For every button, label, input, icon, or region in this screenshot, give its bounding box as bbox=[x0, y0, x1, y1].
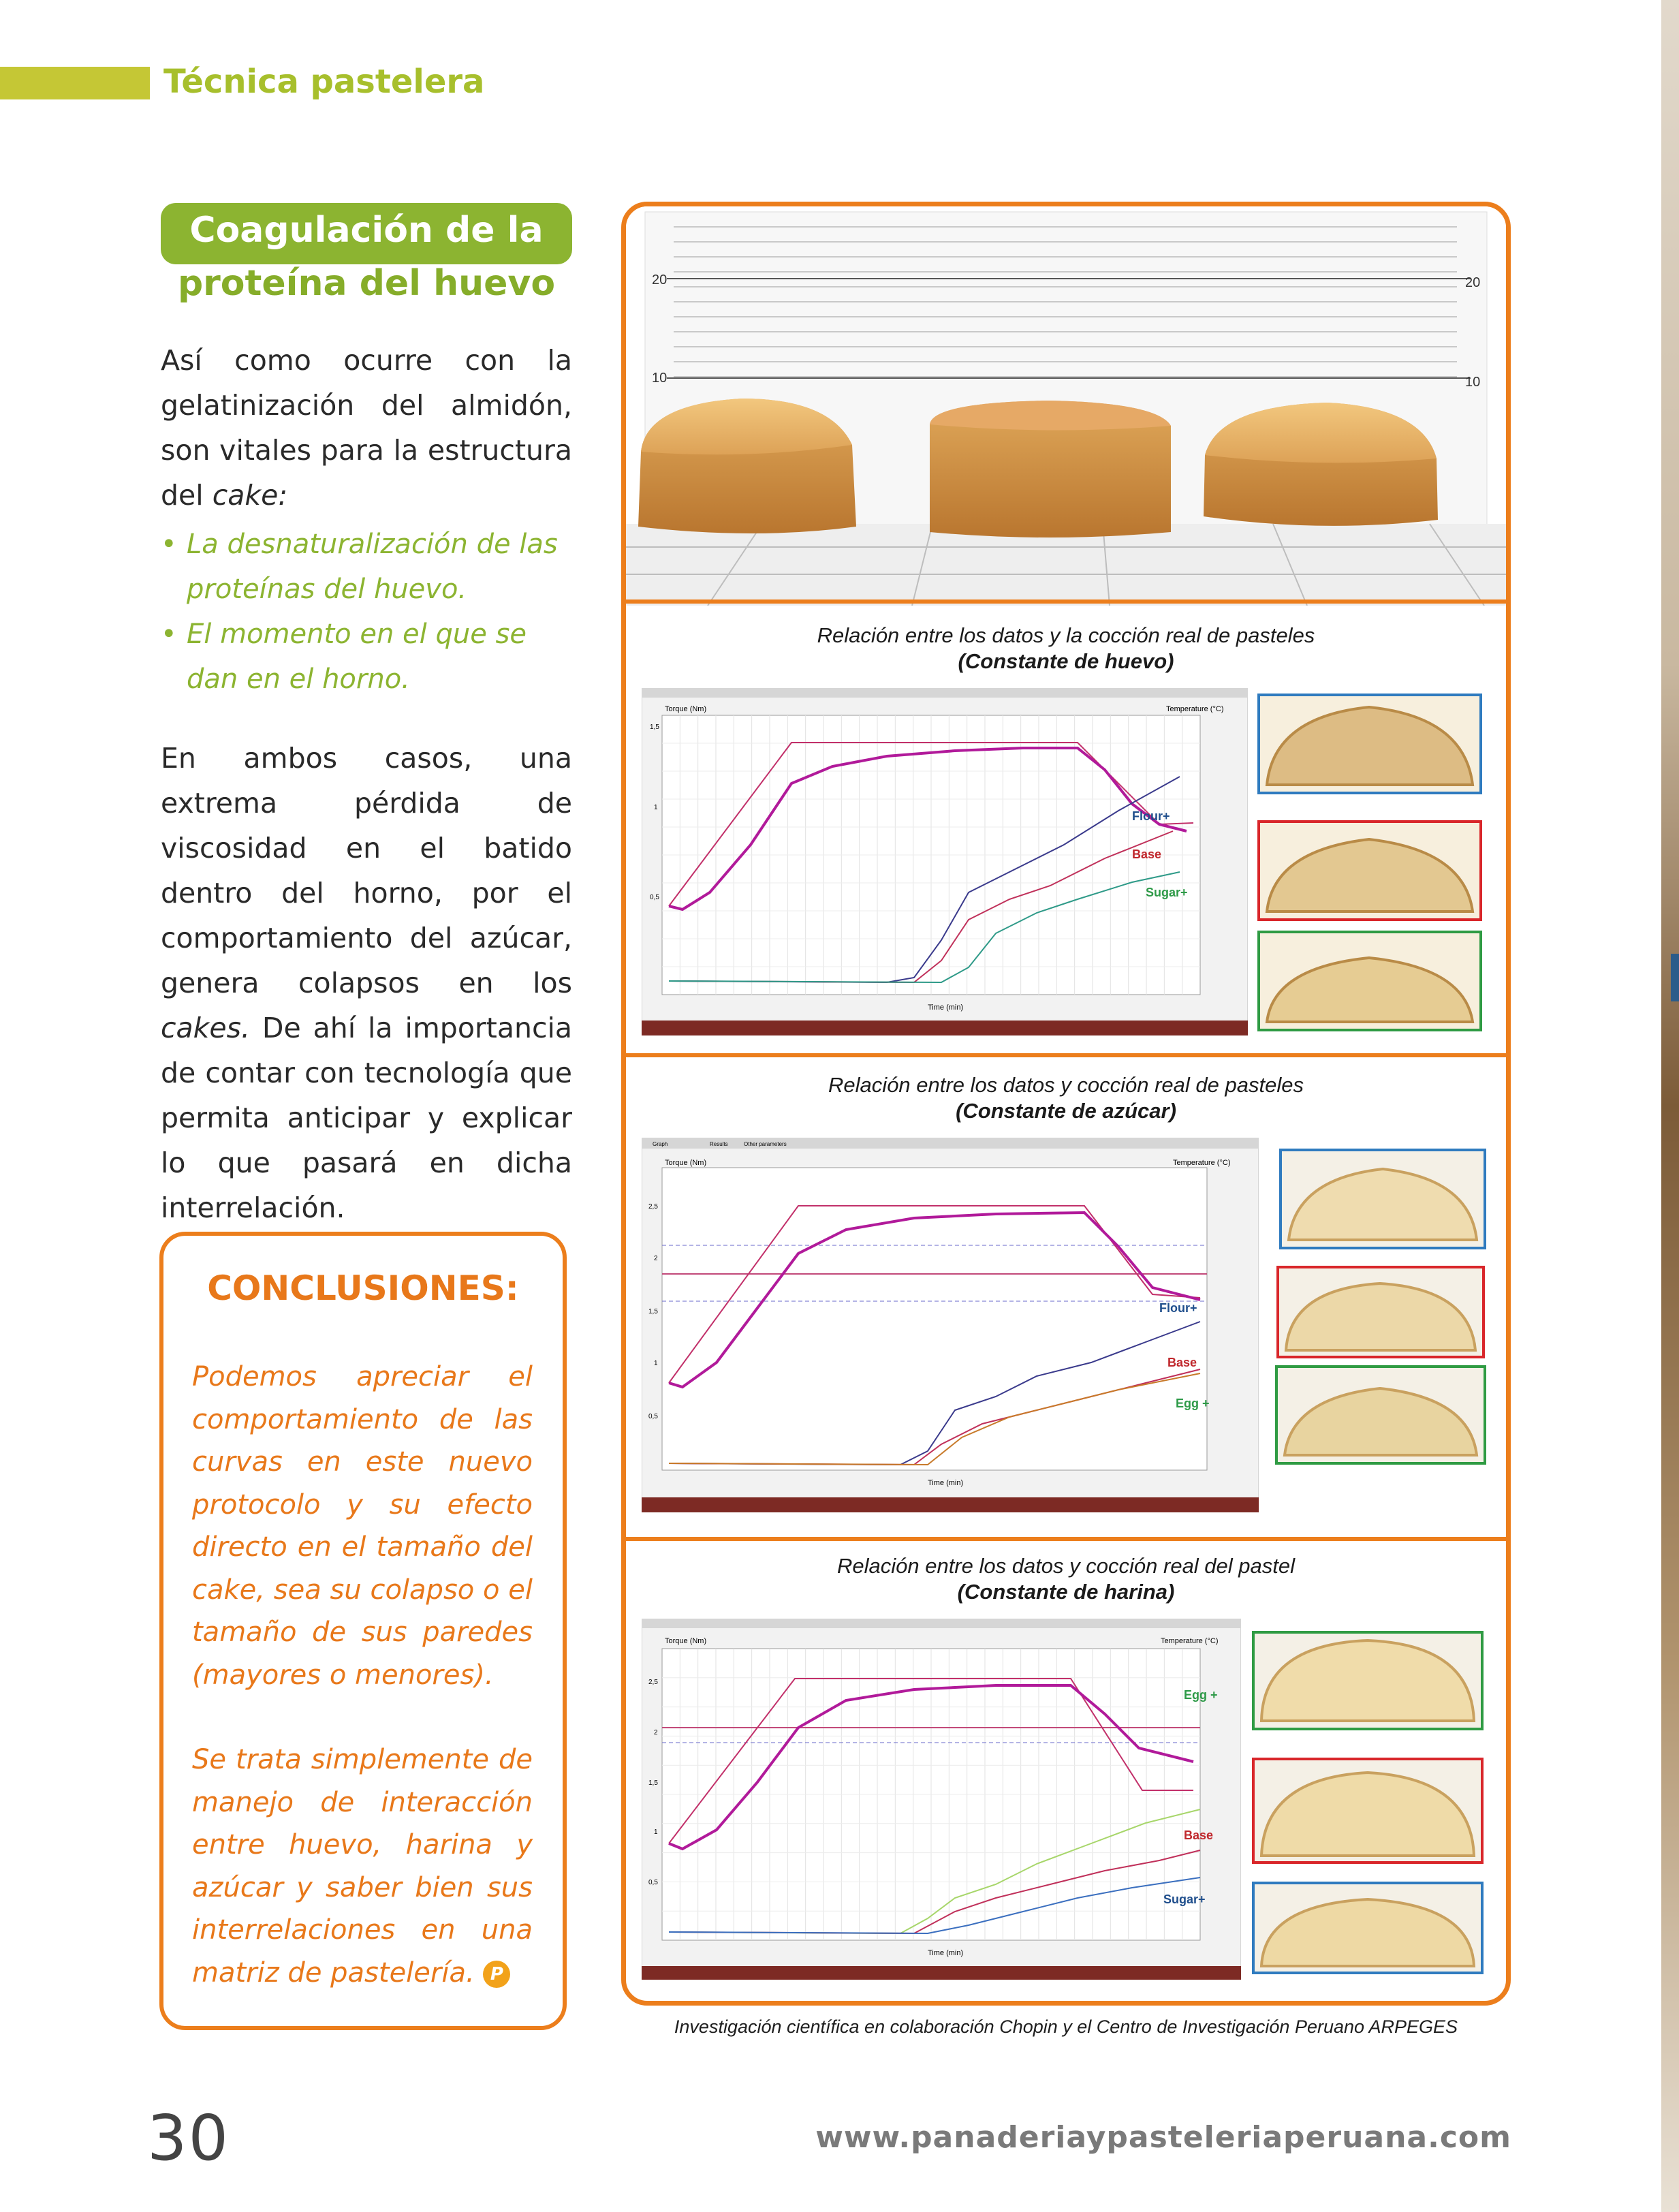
figure-source-note: Investigación científica en colaboración Chopin y el Centro de Investigación Peruano ARPEGES bbox=[674, 2016, 1458, 2037]
header-bar bbox=[0, 67, 150, 99]
panel-2-slice-base bbox=[1276, 1266, 1485, 1358]
panel-2-tab-other[interactable]: Other parameters bbox=[744, 1141, 787, 1147]
panel-2-caption bbox=[621, 1072, 1511, 1124]
panel-3-ylabel-left: Torque (Nm) bbox=[665, 1637, 707, 1645]
panel-1-label-flour: Flour+ bbox=[1132, 809, 1170, 823]
panel-1-slice-base bbox=[1257, 820, 1482, 921]
panel-2-tab-graph[interactable]: Graph bbox=[653, 1141, 668, 1147]
panel-3-ylabel-right: Temperature (°C) bbox=[1161, 1637, 1219, 1645]
bullet-item: • La desnaturalización de las proteínas del huevo. bbox=[161, 529, 558, 605]
cake-right bbox=[1204, 403, 1438, 526]
bullet-list bbox=[161, 522, 572, 702]
ruler-label-10-right: 10 bbox=[1465, 375, 1481, 390]
section-title: Técnica pastelera bbox=[163, 63, 485, 101]
intro-text: Así como ocurre con la gelatinización del almidón, son vitales para la estructura del bbox=[161, 344, 572, 512]
panel-1-ylabel-right: Temperature (°C) bbox=[1166, 705, 1224, 713]
panel-1-label-base: Base bbox=[1132, 847, 1162, 861]
panel-1-ytick: 0,5 bbox=[650, 894, 659, 901]
panel-1-xlabel: Time (min) bbox=[928, 1003, 964, 1012]
conclusions-paragraph-2 bbox=[192, 1739, 533, 1994]
ruler-label-20-right: 20 bbox=[1465, 275, 1481, 290]
panel-1-ytick: 1,5 bbox=[650, 723, 659, 731]
cake-middle bbox=[930, 401, 1171, 538]
panel-2-ytick: 1,5 bbox=[648, 1308, 658, 1315]
panel-2-ytick: 1 bbox=[654, 1360, 658, 1367]
panel-3-ytick: 2 bbox=[654, 1729, 658, 1736]
page-edge-strip bbox=[1661, 0, 1679, 2212]
panel-2-ylabel-right: Temperature (°C) bbox=[1173, 1159, 1231, 1167]
panel-1-slice-flour bbox=[1257, 694, 1482, 794]
panel-3-ytick: 1,5 bbox=[648, 1779, 658, 1787]
panel-3-label-base: Base bbox=[1184, 1828, 1214, 1842]
page-number: 30 bbox=[147, 2102, 230, 2175]
panel-3-caption-line1: Relación entre los datos y cocción real del pastel bbox=[836, 1554, 1296, 1578]
panel-2-label-flour: Flour+ bbox=[1159, 1301, 1197, 1315]
website-link[interactable]: www.panaderiaypasteleriaperuana.com bbox=[815, 2120, 1511, 2155]
magazine-logo-icon: P bbox=[483, 1961, 510, 1988]
panel-2-label-egg: Egg + bbox=[1176, 1397, 1210, 1410]
panel-3-chart bbox=[642, 1619, 1241, 1980]
panel-1-slice-sugar bbox=[1257, 931, 1482, 1031]
panel-3-ytick: 2,5 bbox=[648, 1679, 658, 1686]
panel-2-tab-results[interactable]: Results bbox=[710, 1141, 728, 1147]
panel-2-ytick: 2 bbox=[654, 1255, 658, 1262]
body-text-part2: De ahí la importancia de contar con tecnología que permita anticipar y explicar lo que pasará en dicha interrelación. bbox=[161, 1012, 572, 1224]
body-paragraph bbox=[161, 736, 572, 1230]
panel-2-label-base: Base bbox=[1167, 1356, 1197, 1369]
conclusions-title: CONCLUSIONES: bbox=[207, 1268, 519, 1308]
cake-left bbox=[638, 399, 856, 533]
bullet-item: • El momento en el que se dan en el horno. bbox=[161, 619, 527, 695]
panel-2-chart bbox=[642, 1138, 1259, 1512]
panel-1-ytick: 1 bbox=[654, 804, 658, 811]
panel-1-chart bbox=[642, 688, 1248, 1035]
panel-2-caption-line2: (Constante de azúcar) bbox=[956, 1099, 1176, 1123]
conclusions-p1-text: Podemos apreciar el comportamiento de las curvas en este nuevo protocolo y su efecto directo en el tamaño del cake, sea su colapso o el tamaño de sus paredes (mayores o menores). bbox=[192, 1361, 533, 1691]
panel-3-label-egg: Egg + bbox=[1184, 1688, 1218, 1702]
panel-2-ytick: 0,5 bbox=[648, 1413, 658, 1420]
ruler-label-20: 20 bbox=[652, 272, 668, 287]
panel-2-caption-line1: Relación entre los datos y cocción real de pasteles bbox=[828, 1073, 1304, 1097]
page-edge-mark bbox=[1671, 954, 1679, 1001]
bullet-text: El momento en el que se dan en el horno. bbox=[187, 619, 527, 695]
intro-italic: cake: bbox=[212, 479, 288, 512]
panel-3-slice-sugar bbox=[1252, 1882, 1484, 1974]
panel-3-label-sugar: Sugar+ bbox=[1163, 1892, 1206, 1906]
panel-3-ytick: 0,5 bbox=[648, 1879, 658, 1886]
panel-2-xlabel: Time (min) bbox=[928, 1479, 964, 1487]
conclusions-p2-text: Se trata simplemente de manejo de interacción entre huevo, harina y azúcar y saber bien sus interrelaciones en una matriz de pastelería. bbox=[192, 1744, 533, 1989]
panel-2-ylabel-left: Torque (Nm) bbox=[665, 1159, 707, 1167]
figure-divider bbox=[621, 1053, 1511, 1057]
figure-divider bbox=[621, 599, 1511, 604]
panel-2-ytick: 2,5 bbox=[648, 1203, 658, 1211]
panel-3-xlabel: Time (min) bbox=[928, 1949, 964, 1957]
body-italic: cakes. bbox=[161, 1012, 251, 1044]
body-text-part1: En ambos casos, una extrema pérdida de viscosidad en el batido dentro del horno, por el comportamiento del azúcar, genera colapsos en los bbox=[161, 742, 572, 999]
panel-3-caption bbox=[621, 1553, 1511, 1605]
conclusions-paragraph-1 bbox=[192, 1356, 533, 1696]
panel-2-slice-flour bbox=[1279, 1149, 1486, 1249]
panel-3-slice-egg bbox=[1252, 1631, 1484, 1730]
panel-3-ytick: 1 bbox=[654, 1828, 658, 1836]
topic-title-line1: Coagulación de la bbox=[189, 210, 544, 251]
panel-1-ylabel-left: Torque (Nm) bbox=[665, 705, 707, 713]
panel-3-slice-base bbox=[1252, 1758, 1484, 1864]
intro-paragraph bbox=[161, 338, 572, 518]
panel-2-slice-egg bbox=[1275, 1365, 1486, 1465]
panel-3-caption-line2: (Constante de harina) bbox=[957, 1580, 1175, 1604]
figure-divider bbox=[621, 1537, 1511, 1541]
bullet-text: La desnaturalización de las proteínas del huevo. bbox=[187, 529, 558, 605]
ruler-label-10: 10 bbox=[652, 371, 668, 386]
cake-height-photo bbox=[626, 206, 1506, 606]
panel-1-caption bbox=[621, 623, 1511, 674]
panel-1-caption-line2: (Constante de huevo) bbox=[958, 649, 1174, 673]
topic-title-line2: proteína del huevo bbox=[177, 263, 556, 304]
panel-1-caption-line1: Relación entre los datos y la cocción real de pasteles bbox=[817, 623, 1315, 647]
panel-1-label-sugar: Sugar+ bbox=[1146, 886, 1188, 899]
